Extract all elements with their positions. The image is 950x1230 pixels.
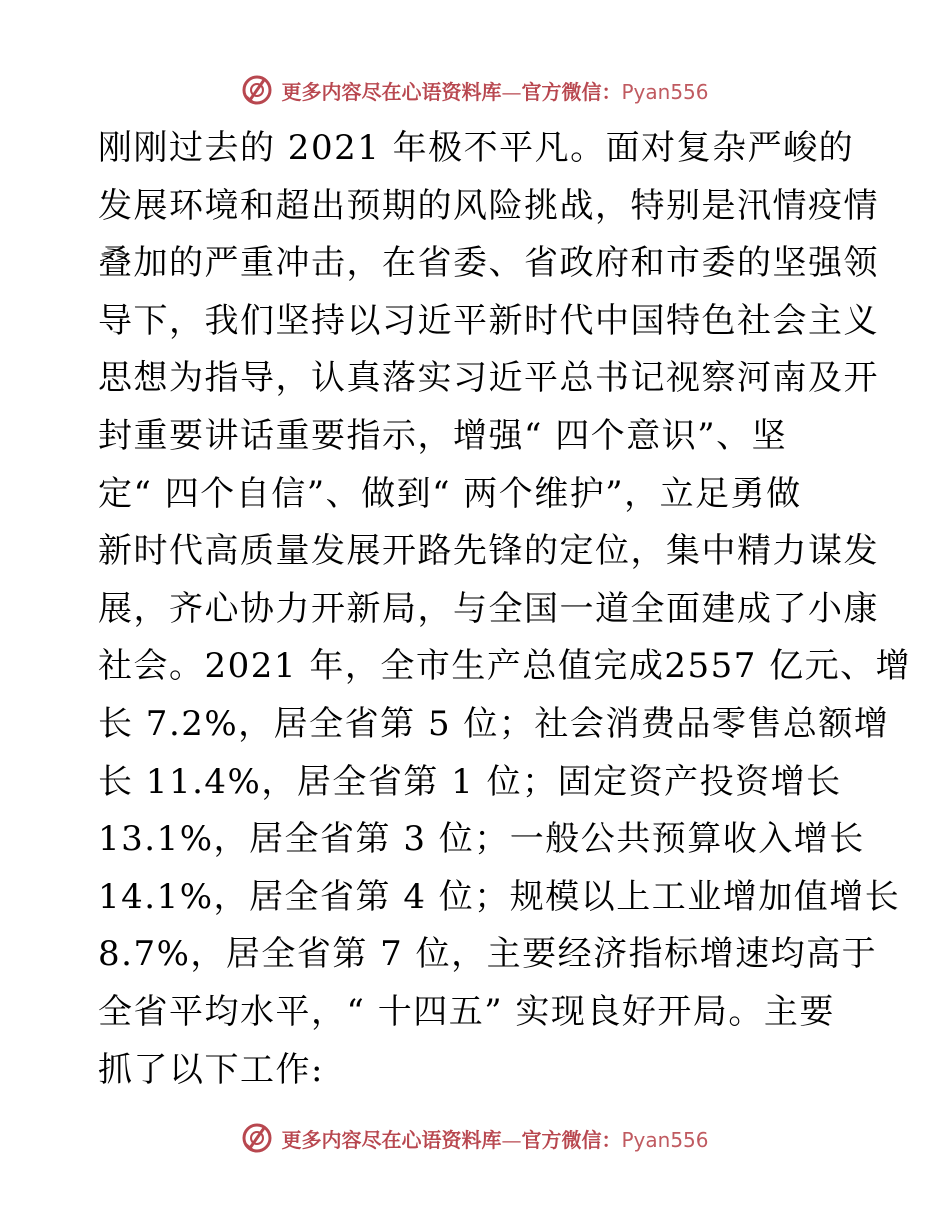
watermark-title: 更多内容尽在心语资料库 — [281, 1127, 502, 1152]
watermark-wechat-id: Pyan556 — [621, 79, 709, 104]
paragraph-line: 展，齐心协力开新局，与全国一道全面建成了小康 — [98, 588, 879, 629]
watermark-separator: — — [501, 79, 522, 104]
paragraph-line: 封重要讲话重要指示，增强“ 四个意识”、坚 — [98, 415, 788, 456]
watermark-separator: — — [501, 1127, 522, 1152]
watermark-title: 更多内容尽在心语资料库 — [281, 79, 502, 104]
paragraph-line: 刚刚过去的 2021 年极不平凡。面对复杂严峻的 — [98, 128, 855, 168]
paragraph-line: 新时代高质量发展开路先锋的定位，集中精力谋发 — [98, 531, 879, 572]
logo-icon — [241, 74, 273, 106]
paragraph-line: 长 11.4%，居全省第 1 位；固定资产投资增长 — [98, 761, 842, 802]
watermark-wechat-id: Pyan556 — [621, 1127, 709, 1152]
logo-icon — [241, 1122, 273, 1154]
paragraph-line: 定“ 四个自信”、做到“ 两个维护”，立足勇做 — [98, 473, 802, 514]
watermark-wechat-label: 官方微信： — [521, 79, 622, 104]
document-body — [98, 120, 912, 1099]
paragraph-line: 8.7%，居全省第 7 位，主要经济指标增速均高于 — [98, 934, 878, 975]
paragraph-line: 叠加的严重冲击，在省委、省政府和市委的坚强领 — [98, 243, 879, 284]
paragraph-line: 长 7.2%，居全省第 5 位；社会消费品零售总额增 — [98, 703, 890, 744]
header-watermark — [0, 70, 950, 110]
watermark-wechat-label: 官方微信： — [521, 1127, 622, 1152]
watermark-text — [281, 1124, 708, 1153]
paragraph-line: 全省平均水平，“ 十四五” 实现良好开局。主要 — [98, 991, 835, 1032]
paragraph-line: 导下，我们坚持以习近平新时代中国特色社会主义 — [98, 300, 879, 341]
footer-watermark — [0, 1118, 950, 1158]
paragraph-line: 发展环境和超出预期的风险挑战，特别是汛情疫情 — [98, 185, 879, 226]
paragraph-line: 思想为指导，认真落实习近平总书记视察河南及开 — [98, 358, 879, 399]
paragraph-line: 14.1%，居全省第 4 位；规模以上工业增加值增长 — [98, 876, 901, 917]
paragraph-line: 13.1%，居全省第 3 位；一般公共预算收入增长 — [98, 819, 865, 860]
paragraph-line: 社会。2021 年，全市生产总值完成2557 亿元、增 — [98, 646, 912, 687]
paragraph-line: 抓了以下工作: — [98, 1049, 324, 1090]
watermark-text — [281, 76, 708, 105]
